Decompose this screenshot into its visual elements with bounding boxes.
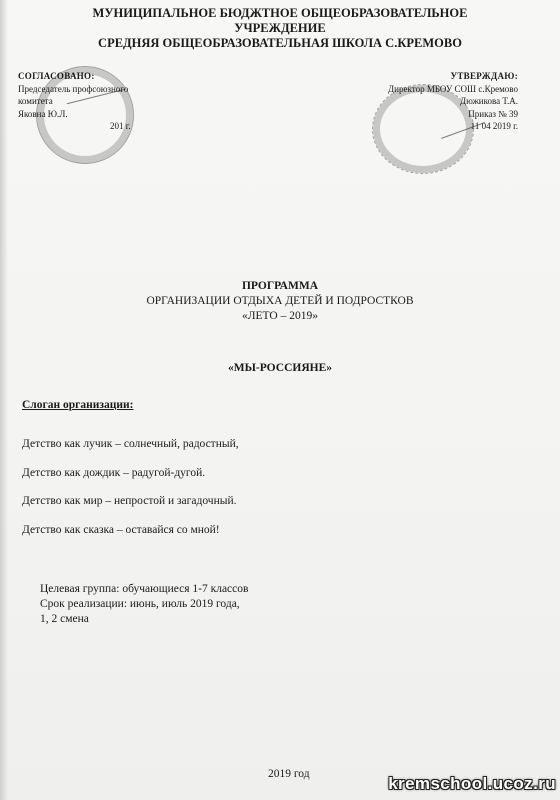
program-heading: ПРОГРАММА — [241, 280, 319, 292]
program-title — [0, 279, 560, 324]
implementation-period: Срок реализации: июнь, июль 2019 года, — [40, 598, 240, 610]
school-name-line-1: МУНИЦИПАЛЬНОЕ БЮДЖТНОЕ ОБЩЕОБРАЗОВАТЕЛЬНОЕ — [92, 6, 468, 20]
approved-heading: УТВЕРЖДАЮ: — [450, 71, 518, 81]
school-name-line-3: СРЕДНЯЯ ОБЩЕОБРАЗОВАТЕЛЬНАЯ ШКОЛА С.КРЕМОВО — [98, 36, 462, 50]
program-subtitle: ОРГАНИЗАЦИИ ОТДЫХА ДЕТЕЙ И ПОДРОСТКОВ — [146, 295, 414, 307]
slogan-line: Детство как лучик – солнечный, радостный, — [22, 438, 239, 450]
slogan-line: Детство как мир – непростой и загадочный. — [22, 495, 237, 507]
agreed-heading: СОГЛАСОВАНО: — [18, 71, 95, 81]
agreed-name: Яковна Ю.Л. — [18, 108, 68, 119]
approved-block — [338, 70, 518, 133]
school-header — [20, 6, 540, 51]
agreed-committee: комитета — [18, 96, 53, 106]
approved-date: 11 04 2019 г. — [470, 121, 518, 131]
approved-name: Дюжикова Т.А. — [459, 96, 518, 106]
agreed-position: Председатель профсоюзного — [18, 83, 129, 94]
slogan-line: Детство как сказка – оставайся со мной! — [22, 523, 220, 536]
agreed-date: 201 г. — [110, 121, 131, 131]
program-info — [40, 582, 248, 627]
program-season: «ЛЕТО – 2019» — [241, 310, 318, 322]
approved-order: Приказ № 39 — [468, 108, 518, 119]
agreed-block — [18, 70, 168, 133]
school-name-line-2: УЧРЕЖДЕНИЕ — [234, 21, 326, 35]
approved-position: Директор МБОУ СОШ с.Кремово — [388, 83, 518, 94]
program-motto: «МЫ-РОССИЯНЕ» — [228, 362, 332, 374]
target-group: Целевая группа: обучающиеся 1-7 классов — [40, 583, 249, 595]
site-watermark: kremschool.ucoz.ru — [388, 774, 556, 793]
shifts: 1, 2 смена — [40, 613, 89, 625]
slogan-title: Слоган организации: — [22, 399, 134, 411]
slogan-lines — [22, 430, 239, 544]
slogan-line: Детство как дождик – радугой-дугой. — [22, 466, 206, 479]
footer-year: 2019 год — [268, 768, 310, 780]
